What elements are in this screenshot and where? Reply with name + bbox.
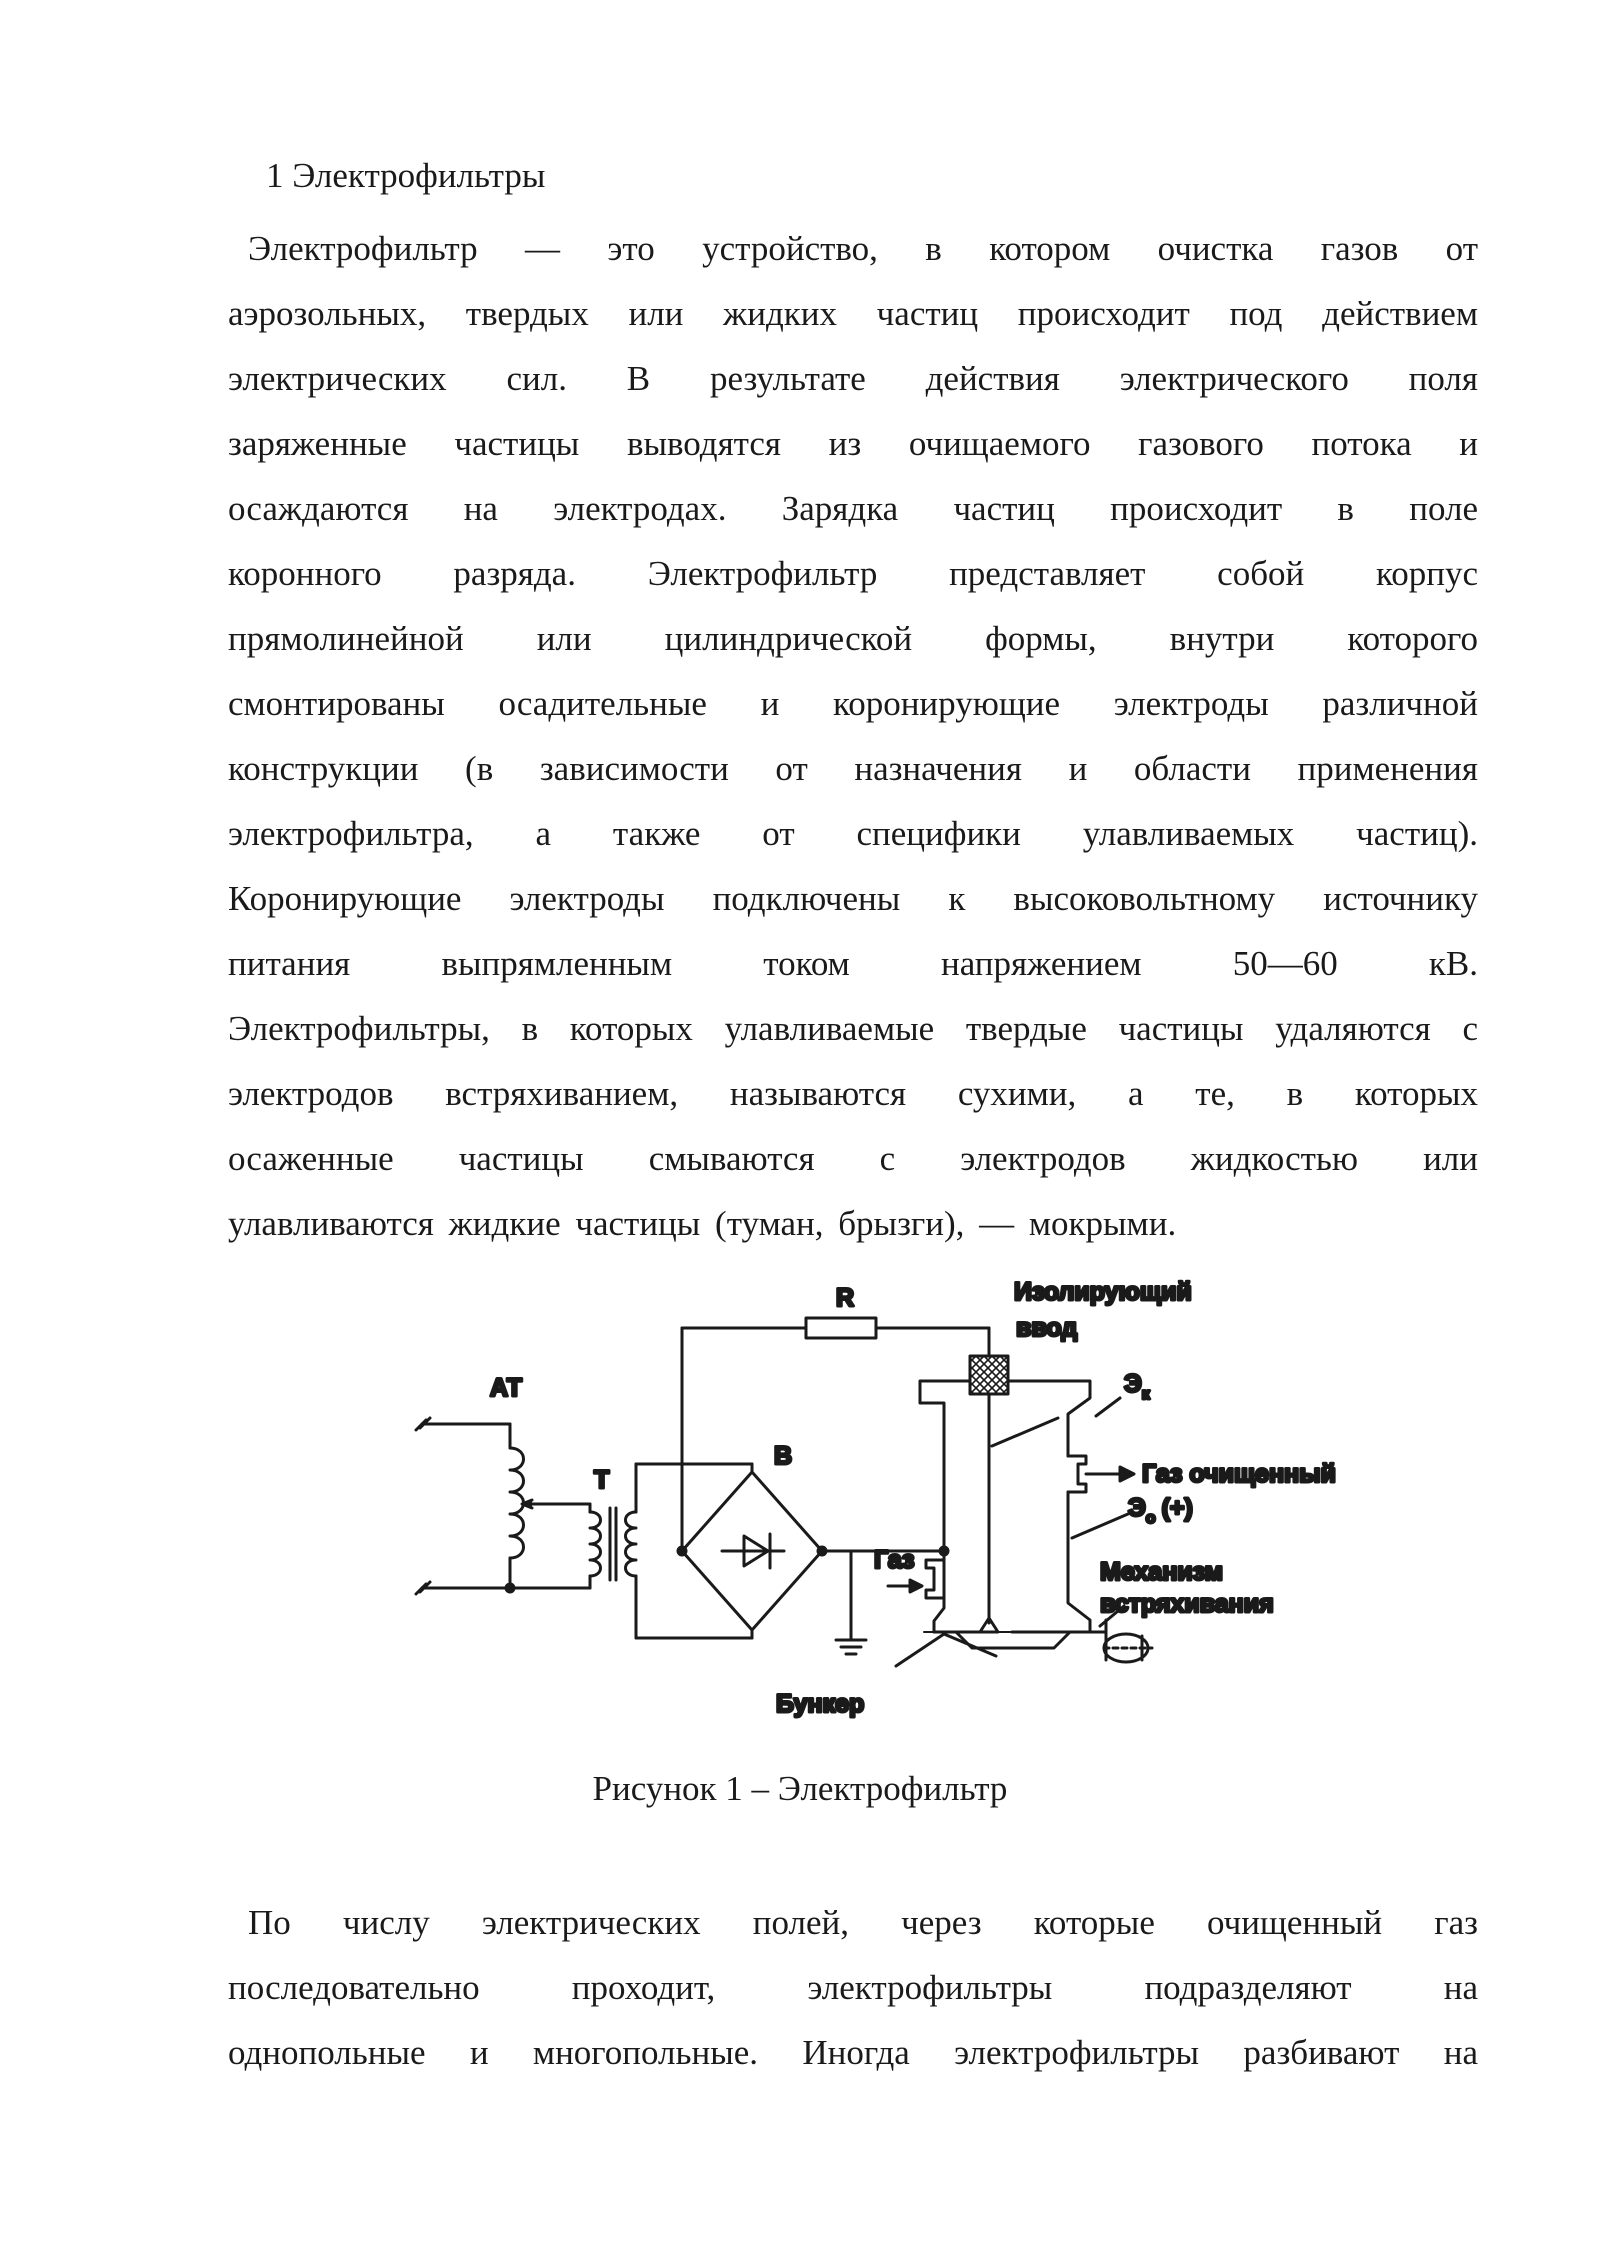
label-at: АТ: [490, 1374, 523, 1402]
text-line: электродов встряхиванием, называются сухими, а те, в которых: [228, 1074, 1478, 1113]
text-line: Коронирующие электроды подключены к высоковольтному источнику: [228, 879, 1478, 918]
text-line: электрофильтра, а также от специфики улавливаемых частиц).: [228, 814, 1478, 853]
label-eo-sign: (+): [1161, 1494, 1193, 1522]
electrofilter-figure: [400, 1268, 1360, 1748]
label-t: Т: [594, 1466, 610, 1494]
text-line: однопольные и многопольные. Иногда электрофильтры разбивают на: [228, 2033, 1478, 2072]
text-line: прямолинейной или цилиндрической формы, внутри которого: [228, 619, 1478, 658]
text-line: По числу электрических полей, через которые очищенный газ: [248, 1903, 1478, 1942]
electrofilter-diagram: [400, 1268, 1360, 1748]
label-eo: [1128, 1494, 1193, 1527]
label-insulating-input: Изолирующий: [1014, 1278, 1192, 1306]
text-line: конструкции (в зависимости от назначения и области применения: [228, 749, 1478, 788]
clean-gas-outlet: [1068, 1456, 1134, 1492]
label-gas-clean: Газ очищенный: [1142, 1460, 1336, 1488]
text-line: осаженные частицы смываются с электродов жидкостью или: [228, 1139, 1478, 1178]
bridge-rectifier: [636, 1464, 826, 1638]
label-ek-main: Э: [1124, 1370, 1142, 1398]
label-mechanism-2: встряхивания: [1100, 1590, 1274, 1618]
label-eo-sub: о: [1145, 1510, 1156, 1527]
text-line: осаждаются на электродах. Зарядка частиц происходит в поле: [228, 489, 1478, 528]
text-line: Электрофильтры, в которых улавливаемые твердые частицы удаляются с: [228, 1009, 1478, 1048]
label-ek-sub: к: [1141, 1386, 1150, 1403]
text-line: аэрозольных, твердых или жидких частиц происходит под действием: [228, 294, 1478, 333]
paragraph-1: [228, 216, 1478, 1256]
text-line: последовательно проходит, электрофильтры подразделяют на: [228, 1968, 1478, 2007]
text-line: питания выпрямленным током напряжением 50—60 кВ.: [228, 944, 1478, 983]
label-gas-in: Газ: [874, 1546, 915, 1574]
label-insulating-input-2: ввод: [1016, 1314, 1078, 1342]
autotransformer: [506, 1424, 590, 1592]
label-bunker: Бункер: [776, 1690, 865, 1718]
filter-housing: [920, 1356, 1100, 1656]
section-heading: 1 Электрофильтры: [266, 156, 546, 195]
label-r: R: [836, 1284, 855, 1312]
text-line: Электрофильтр — это устройство, в котором очистка газов от: [248, 229, 1478, 268]
label-mechanism: Механизм: [1100, 1558, 1223, 1586]
text-line: улавливаются жидкие частицы (туман, брызги), — мокрыми.: [228, 1204, 1177, 1243]
label-ek: [1124, 1370, 1151, 1403]
paragraph-2: [228, 1890, 1478, 2085]
text-line: электрических сил. В результате действия электрического поля: [228, 359, 1478, 398]
input-terminals: [416, 1418, 510, 1594]
text-line: смонтированы осадительные и коронирующие электроды различной: [228, 684, 1478, 723]
label-eo-main: Э: [1128, 1494, 1146, 1522]
figure-caption: Рисунок 1 – Электрофильтр: [592, 1769, 1008, 1808]
text-line: заряженные частицы выводятся из очищаемого газового потока и: [228, 424, 1478, 463]
label-b: В: [774, 1442, 793, 1470]
text-line: коронного разряда. Электрофильтр представляет собой корпус: [228, 554, 1478, 593]
